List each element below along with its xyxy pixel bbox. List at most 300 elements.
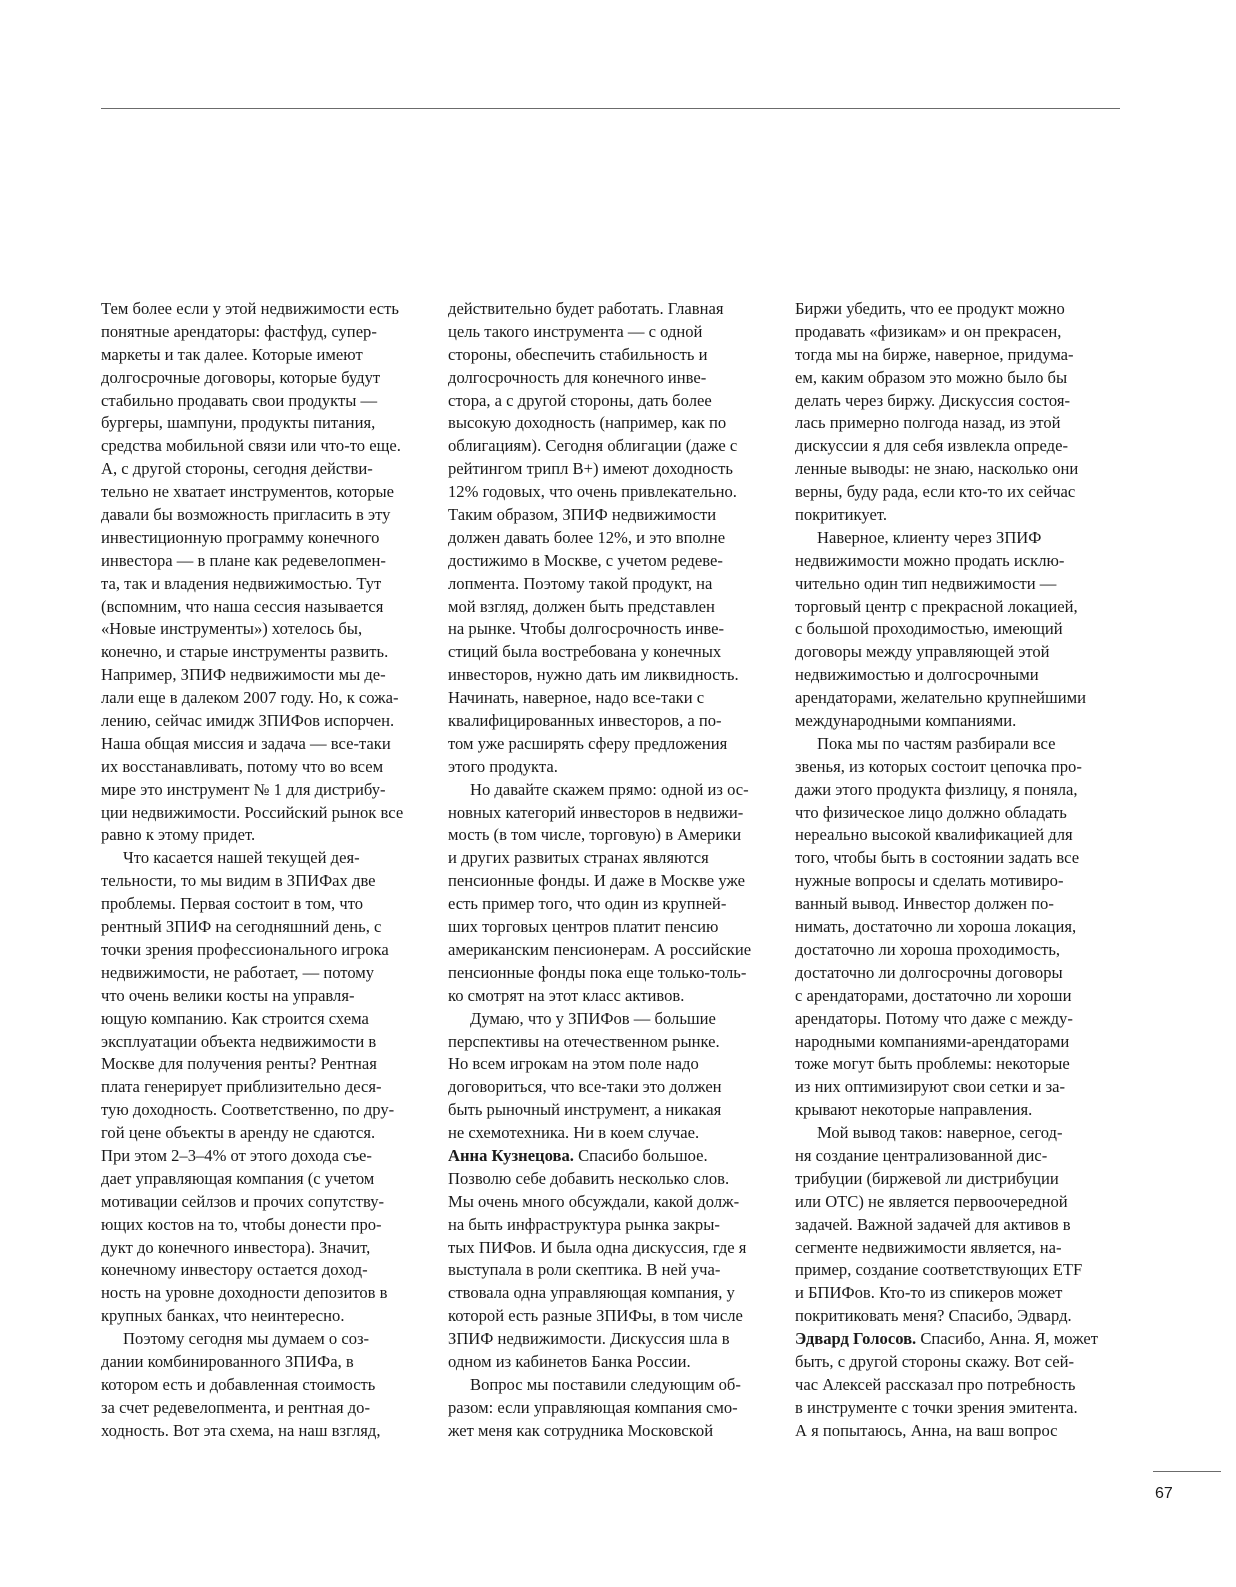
text-line [448,550,774,573]
line-text: быть рыночный инструмент, а никакая [448,1100,722,1120]
line-text: на быть инфраструктура рынка закры- [448,1214,720,1234]
line-text: что физическое лицо должно обладать [795,802,1067,822]
text-line [448,641,774,664]
text-line [101,390,427,413]
text-line [448,1420,774,1443]
line-text: дает управляющая компания (с учетом [101,1168,375,1188]
line-text: из них оптимизируют свои сетки и за- [795,1077,1066,1097]
text-line [101,1214,427,1237]
text-line [448,939,774,962]
text-line [795,504,1121,527]
text-line [795,710,1121,733]
text-line [795,779,1121,802]
text-line [101,1259,427,1282]
line-text: их восстанавливать, потому что во всем [101,756,384,776]
line-text: Вопрос мы поставили следующим об- [470,1374,741,1394]
text-line [448,985,774,1008]
line-text: рентный ЗПИФ на сегодняшний день, с [101,917,382,937]
line-text: Думаю, что у ЗПИФов — большие [470,1008,716,1028]
line-text: ность на уровне доходности депозитов в [101,1283,388,1303]
line-text: ции недвижимости. Российский рынок все [101,802,404,822]
line-text: Что касается нашей текущей дея- [123,848,360,868]
line-text: стабильно продавать свои продукты — [101,390,378,410]
text-line [795,1214,1121,1237]
line-text: бургеры, шампуни, продукты питания, [101,413,376,433]
text-line [795,687,1121,710]
line-text: давали бы возможность пригласить в эту [101,505,391,525]
text-line [795,298,1121,321]
line-text: не схемотехника. Ни в коем случае. [448,1123,700,1143]
line-text: ходность. Вот эта схема, на наш взгляд, [101,1420,381,1440]
text-line [448,1076,774,1099]
line-text: народными компаниями-арендаторами [795,1031,1070,1051]
text-line [101,367,427,390]
line-text: договориться, что все-таки это должен [448,1077,722,1097]
line-text: тельно не хватает инструментов, которые [101,482,394,502]
line-text: с большой проходимостью, имеющий [795,619,1063,639]
text-line [795,1099,1121,1122]
line-text: Пока мы по частям разбирали все [817,733,1056,753]
text-line [795,802,1121,825]
text-line [448,1031,774,1054]
line-text: достаточно ли долгосрочны договоры [795,962,1063,982]
line-text: перспективы на отечественном рынке. [448,1031,720,1051]
line-text: дажи этого продукта физлицу, я поняла, [795,779,1078,799]
line-text: дискуссии я для себя извлекла опреде- [795,436,1068,456]
line-text: нимать, достаточно ли хороша локация, [795,917,1077,937]
text-line [101,1374,427,1397]
text-line [101,939,427,962]
text-line [795,367,1121,390]
text-line [101,1237,427,1260]
line-text: ня создание централизованной дис- [795,1145,1048,1165]
text-line [795,1374,1121,1397]
line-text: стиций была востребована у конечных [448,642,722,662]
line-text: понятные арендаторы: фастфуд, супер- [101,321,377,341]
line-text: ванный вывод. Инвестор должен по- [795,894,1054,914]
line-text: делать через биржу. Дискуссия состоя- [795,390,1070,410]
text-column-1 [101,298,427,1443]
text-line [795,664,1121,687]
line-text: тую доходность. Соответственно, по дру- [101,1100,395,1120]
line-text: тогда мы на бирже, наверное, придума- [795,344,1074,364]
line-text: долгосрочные договоры, которые будут [101,367,381,387]
text-column-3 [795,298,1121,1443]
text-line [101,1008,427,1031]
line-text: Поэтому сегодня мы думаем о соз- [123,1329,370,1349]
text-line [448,527,774,550]
line-text: котором есть и добавленная стоимость [101,1374,376,1394]
text-line [448,962,774,985]
text-line [795,573,1121,596]
text-line [101,298,427,321]
line-text: достижимо в Москве, с учетом редеве- [448,550,723,570]
line-text: того, чтобы быть в состоянии задать все [795,848,1080,868]
line-text: Позволю себе добавить несколько слов. [448,1168,730,1188]
line-text: ющую компанию. Как строится схема [101,1008,369,1028]
line-text: одном из кабинетов Банка России. [448,1351,691,1371]
text-line [448,435,774,458]
line-text: мотивации сейлзов и прочих сопутству- [101,1191,385,1211]
text-line [795,1031,1121,1054]
text-line [101,344,427,367]
speaker-name: Анна Кузнецова. [448,1145,574,1165]
text-line [101,1145,427,1168]
line-text: цель такого инструмента — с одной [448,321,703,341]
footer-rule [1153,1471,1221,1472]
text-line [448,893,774,916]
text-line [795,1145,1121,1168]
text-line [795,1008,1121,1031]
text-line [795,1351,1121,1374]
line-text: договоры между управляющей этой [795,642,1050,662]
text-line [795,481,1121,504]
text-line [795,962,1121,985]
text-line [795,824,1121,847]
text-line [448,321,774,344]
line-text: ко смотрят на этот класс активов. [448,985,685,1005]
line-text: новных категорий инвесторов в недвижи- [448,802,744,822]
text-line [101,1328,427,1351]
line-text: лась примерно полгода назад, из этой [795,413,1061,433]
text-line [101,412,427,435]
text-line [101,779,427,802]
line-text: крывают некоторые направления. [795,1100,1033,1120]
line-text: Мы очень много обсуждали, какой долж- [448,1191,740,1211]
text-line [795,618,1121,641]
text-line [795,641,1121,664]
line-text: ших торговых центров платит пенсию [448,917,719,937]
line-text: этого продукта. [448,756,558,776]
line-text: Биржи убедить, что ее продукт можно [795,299,1065,318]
line-text: ленные выводы: не знаю, насколько они [795,459,1079,479]
text-line [448,1351,774,1374]
line-text: (вспомним, что наша сессия называется [101,596,384,616]
line-text: пример, создание соответствующих ETF [795,1260,1083,1280]
line-text: долгосрочность для конечного инве- [448,367,707,387]
text-line [448,870,774,893]
text-line [795,870,1121,893]
line-text: выступала в роли скептика. В ней уча- [448,1260,721,1280]
line-text: Таким образом, ЗПИФ недвижимости [448,505,717,525]
line-text: мость (в том числе, торговую) в Америки [448,825,742,845]
line-text: 12% годовых, что очень привлекательно. [448,482,737,502]
line-text: верны, буду рада, если кто-то их сейчас [795,482,1076,502]
line-text: на рынке. Чтобы долгосрочность инве- [448,619,724,639]
text-line [448,687,774,710]
text-line [795,527,1121,550]
text-line [448,367,774,390]
text-line [448,756,774,779]
page-number: 67 [1155,1485,1173,1502]
text-line [448,390,774,413]
line-text: ЗПИФ недвижимости. Дискуссия шла в [448,1329,730,1349]
text-line [101,710,427,733]
line-text: трибуции (биржевой ли дистрибуции [795,1168,1059,1188]
text-line [448,1053,774,1076]
line-text: лали еще в далеком 2007 году. Но, к сожа- [101,688,399,708]
text-line [795,1397,1121,1420]
text-line [795,550,1121,573]
text-line [448,504,774,527]
line-text: сегменте недвижимости является, на- [795,1237,1062,1257]
line-text: равно к этому придет. [101,825,256,845]
line-text: стора, а с другой стороны, дать более [448,390,712,410]
line-text: дукт до конечного инвестора). Значит, [101,1237,371,1257]
text-line [795,1305,1121,1328]
line-text: пенсионные фонды. И даже в Москве уже [448,871,746,891]
text-line [448,458,774,481]
line-text: арендаторы. Потому что даже с между- [795,1008,1073,1028]
line-text: лению, сейчас имидж ЗПИФов испорчен. [101,711,395,731]
text-line [795,321,1121,344]
line-text: торговый центр с прекрасной локацией, [795,596,1078,616]
text-line [448,779,774,802]
text-line [101,481,427,504]
header-rule [101,108,1120,109]
text-line [448,916,774,939]
line-text: эксплуатации объекта недвижимости в [101,1031,377,1051]
text-line [448,1145,774,1168]
line-text: Спасибо, Анна. Я, может [916,1329,1098,1349]
line-text: нужные вопросы и сделать мотивиро- [795,871,1064,891]
text-column-2 [448,298,774,1443]
line-text: задачей. Важной задачей для активов в [795,1214,1071,1234]
text-line [101,321,427,344]
text-line [101,1168,427,1191]
line-text: и БПИФов. Кто-то из спикеров может [795,1283,1063,1303]
line-text: в инструменте с точки зрения эмитента. [795,1397,1078,1417]
line-text: том уже расширять сферу предложения [448,733,728,753]
text-line [448,1397,774,1420]
line-text: А, с другой стороны, сегодня действи- [101,459,373,479]
text-line [448,1191,774,1214]
line-text: рейтингом трипл B+) имеют доходность [448,459,733,479]
line-text: инвесторов, нужно дать им ликвидность. [448,665,739,685]
line-text: покритиковать меня? Спасибо, Эдвард. [795,1306,1072,1326]
text-line [101,504,427,527]
text-line [101,550,427,573]
text-line [795,847,1121,870]
text-line [101,802,427,825]
text-line [101,687,427,710]
line-text: Наверное, клиенту через ЗПИФ [817,527,1042,547]
text-line [448,412,774,435]
line-text: Тем более если у этой недвижимости есть [101,299,399,318]
text-line [448,1099,774,1122]
line-text: конечно, и старые инструменты развить. [101,642,389,662]
line-text: Наша общая миссия и задача — все-таки [101,733,391,753]
line-text: действительно будет работать. Главная [448,299,724,318]
line-text: ющих костов на то, чтобы донести про- [101,1214,382,1234]
text-line [448,596,774,619]
text-line [448,733,774,756]
text-line [795,733,1121,756]
text-line [101,458,427,481]
line-text: арендаторами, желательно крупнейшими [795,688,1087,708]
line-text: есть пример того, что один из крупней- [448,894,727,914]
text-line [795,939,1121,962]
line-text: высокую доходность (например, как по [448,413,727,433]
line-text: американским пенсионерам. А российские [448,939,752,959]
text-line [101,1053,427,1076]
line-text: международными компаниями. [795,711,1017,731]
text-line [448,824,774,847]
text-line [101,756,427,779]
line-text: мой взгляд, должен быть представлен [448,596,715,616]
text-line [795,1076,1121,1099]
line-text: продавать «физикам» и он прекрасен, [795,321,1062,341]
line-text: стороны, обеспечить стабильность и [448,344,708,364]
text-line [448,1214,774,1237]
line-text: Спасибо большое. [573,1145,708,1165]
text-line [101,435,427,458]
text-line [448,1374,774,1397]
text-line [101,893,427,916]
line-text: недвижимостью и долгосрочными [795,665,1039,685]
text-line [795,1328,1121,1351]
text-line [101,596,427,619]
text-line [448,344,774,367]
line-text: мире это инструмент № 1 для дистрибу- [101,779,386,799]
text-line [448,481,774,504]
line-text: Но всем игрокам на этом поле надо [448,1054,699,1074]
text-line [448,1122,774,1145]
text-line [795,1168,1121,1191]
line-text: час Алексей рассказал про потребность [795,1374,1076,1394]
line-text: гой цене объекты в аренду не сдаются. [101,1123,376,1143]
text-line [448,1237,774,1260]
text-line [101,985,427,1008]
line-text: чительно один тип недвижимости — [795,573,1057,593]
line-text: лопмента. Поэтому такой продукт, на [448,573,713,593]
line-text: При этом 2–3–4% от этого дохода съе- [101,1145,372,1165]
line-text: или OTC) не является первоочередной [795,1191,1068,1211]
text-line [795,1191,1121,1214]
text-line [795,1122,1121,1145]
text-line [795,344,1121,367]
line-text: инвестора — в плане как редевелопмен- [101,550,386,570]
text-line [448,573,774,596]
line-text: проблемы. Первая состоит в том, что [101,894,364,914]
text-line [101,1191,427,1214]
line-text: Мой вывод таков: наверное, сегод- [817,1123,1063,1143]
text-line [448,664,774,687]
text-line [448,618,774,641]
line-text: «Новые инструменты») хотелось бы, [101,619,363,639]
line-text: ем, каким образом это можно было бы [795,367,1068,387]
line-text: облигациям). Сегодня облигации (даже с [448,436,738,456]
text-line [795,1282,1121,1305]
line-text: Москве для получения ренты? Рентная [101,1054,377,1074]
text-line [101,1305,427,1328]
text-line [448,847,774,870]
text-line [101,962,427,985]
line-text: тельности, то мы видим в ЗПИФах две [101,871,376,891]
line-text: за счет редевелопмента, и рентная до- [101,1397,371,1417]
text-line [101,527,427,550]
line-text: должен давать более 12%, и это вполне [448,527,726,547]
text-line [101,847,427,870]
text-line [101,824,427,847]
line-text: жет меня как сотрудника Московской [448,1420,714,1440]
text-line [448,710,774,733]
line-text: квалифицированных инвесторов, а по- [448,711,722,731]
line-text: инвестиционную программу конечного [101,527,380,547]
text-line [448,298,774,321]
line-text: тых ПИФов. И была одна дискуссия, где я [448,1237,747,1257]
line-text: и других развитых странах являются [448,848,709,868]
line-text: разом: если управляющая компания смо- [448,1397,738,1417]
text-line [101,664,427,687]
line-text: недвижимости, не работает, — потому [101,962,375,982]
text-line [795,985,1121,1008]
text-line [795,893,1121,916]
text-line [101,618,427,641]
text-line [795,390,1121,413]
line-text: с арендаторами, достаточно ли хороши [795,985,1072,1005]
text-line [448,1282,774,1305]
text-line [795,1237,1121,1260]
line-text: дании комбинированного ЗПИФа, в [101,1351,354,1371]
line-text: А я попытаюсь, Анна, на ваш вопрос [795,1420,1058,1440]
text-line [448,1008,774,1031]
text-line [448,1259,774,1282]
speaker-name: Эдвард Голосов. [795,1329,917,1349]
text-line [795,412,1121,435]
line-text: Начинать, наверное, надо все-таки с [448,688,705,708]
text-line [448,1328,774,1351]
line-text: нереально высокой квалификацией для [795,825,1073,845]
text-line [795,1053,1121,1076]
text-line [448,802,774,825]
line-text: ствовала одна управляющая компания, у [448,1283,735,1303]
text-line [101,1122,427,1145]
line-text: звенья, из которых состоит цепочка про- [795,756,1082,776]
text-line [795,458,1121,481]
text-line [101,733,427,756]
text-line [795,1420,1121,1443]
line-text: пенсионные фонды пока еще только-толь- [448,962,747,982]
line-text: недвижимости можно продать исклю- [795,550,1065,570]
text-line [101,1031,427,1054]
line-text: которой есть разные ЗПИФы, в том числе [448,1306,743,1326]
line-text: та, так и владения недвижимостью. Тут [101,573,382,593]
line-text: быть, с другой стороны скажу. Вот сей- [795,1351,1075,1371]
line-text: конечному инвестору остается доход- [101,1260,368,1280]
line-text: что очень велики косты на управля- [101,985,355,1005]
line-text: Но давайте скажем прямо: одной из ос- [470,779,749,799]
line-text: достаточно ли хороша проходимость, [795,939,1061,959]
text-line [101,1397,427,1420]
text-line [101,641,427,664]
line-text: маркеты и так далее. Которые имеют [101,344,363,364]
text-line [101,870,427,893]
text-line [101,1099,427,1122]
text-line [101,1076,427,1099]
text-line [101,1420,427,1443]
text-line [101,573,427,596]
line-text: тоже могут быть проблемы: некоторые [795,1054,1070,1074]
text-line [795,596,1121,619]
line-text: крупных банках, что неинтересно. [101,1306,345,1326]
text-line [795,916,1121,939]
line-text: покритикует. [795,505,887,525]
text-line [101,916,427,939]
text-line [448,1305,774,1328]
line-text: точки зрения профессионального игрока [101,939,389,959]
text-line [795,1259,1121,1282]
